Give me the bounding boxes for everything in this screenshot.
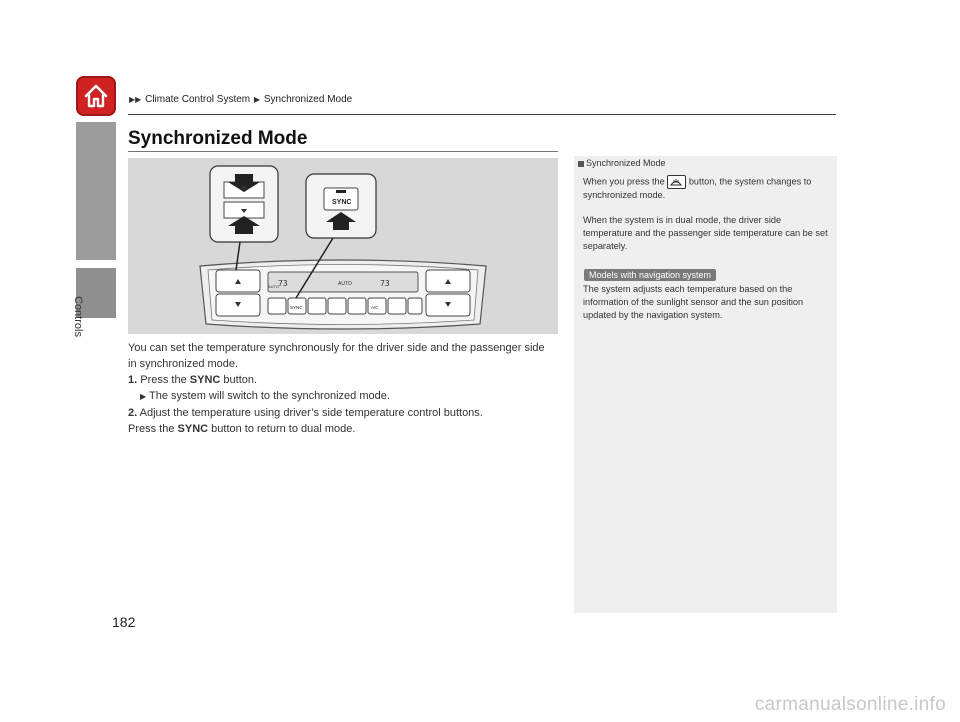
intro-paragraph: You can set the temperature synchronously for the driver side and the passenger side in synchronized mode. [128, 342, 545, 370]
page-number: 182 [112, 614, 136, 630]
step-2-number: 2. [128, 407, 138, 419]
outro-sync: SYNC [177, 423, 209, 435]
step-1 [128, 372, 556, 388]
step-1-result-text: The system will switch to the synchronized mode. [149, 390, 390, 402]
step-1-result [128, 388, 556, 405]
outro-paragraph [128, 421, 556, 437]
side-tab-upper [76, 122, 116, 260]
sidebar-paragraph-1 [583, 175, 829, 202]
step-1-number: 1. [128, 374, 138, 386]
body-content [128, 340, 556, 437]
breadcrumb-arrow-icon: ▶ [253, 95, 261, 104]
sidebar-heading-text: Synchronized Mode [586, 158, 666, 168]
title-divider [128, 151, 558, 152]
climate-panel-figure [128, 158, 558, 334]
sidebar-paragraph-3: The system adjusts each temperature based on the information of the sunlight sensor and the sun position updated by the navigation system. [583, 284, 804, 320]
step-2 [128, 405, 556, 421]
model-tag: Models with navigation system [584, 269, 716, 281]
breadcrumb-item-sync[interactable]: Synchronized Mode [263, 94, 353, 105]
sidebar-para1-post: button, the system changes to synchronized mode. [583, 176, 812, 200]
side-tab-label: Controls [72, 296, 84, 337]
outro-pre: Press the [128, 423, 178, 435]
outro-post: button to return to dual mode. [208, 423, 356, 435]
callout-sync-label: SYNC [332, 199, 352, 206]
panel-ac-label: A/C [371, 305, 379, 310]
sidebar-paragraph-2: When the system is in dual mode, the driver side temperature and the passenger side temperature can be set separately. [583, 215, 828, 251]
display-auto-label: AUTO [338, 281, 352, 287]
step-1-pre: Press the [140, 374, 190, 386]
breadcrumb-item-climate[interactable]: Climate Control System [145, 94, 251, 105]
left-auto-label: AUTO [268, 284, 280, 289]
result-arrow-icon: ▶ [140, 392, 147, 401]
home-button[interactable] [76, 76, 116, 116]
climate-panel-illustration [128, 158, 558, 334]
svg-text:73: 73 [278, 279, 288, 288]
front-defrost-icon [667, 175, 686, 189]
sidebar-para1-pre: When you press the [583, 176, 668, 187]
note-marker-icon [578, 161, 584, 167]
breadcrumb-arrow-icon: ▶▶ [129, 95, 142, 104]
watermark: carmanualsonline.info [754, 694, 946, 715]
panel-sync-label: SYNC [290, 305, 303, 310]
step-1-post: button. [220, 374, 258, 386]
header-divider [128, 114, 836, 115]
page-title: Synchronized Mode [128, 128, 308, 149]
home-icon [82, 82, 110, 110]
step-2-text: Adjust the temperature using driver’s side temperature control buttons. [139, 407, 483, 419]
sidebar-heading [578, 158, 666, 168]
svg-text:73: 73 [380, 279, 390, 288]
step-1-sync: SYNC [189, 374, 221, 386]
breadcrumb [128, 94, 352, 105]
